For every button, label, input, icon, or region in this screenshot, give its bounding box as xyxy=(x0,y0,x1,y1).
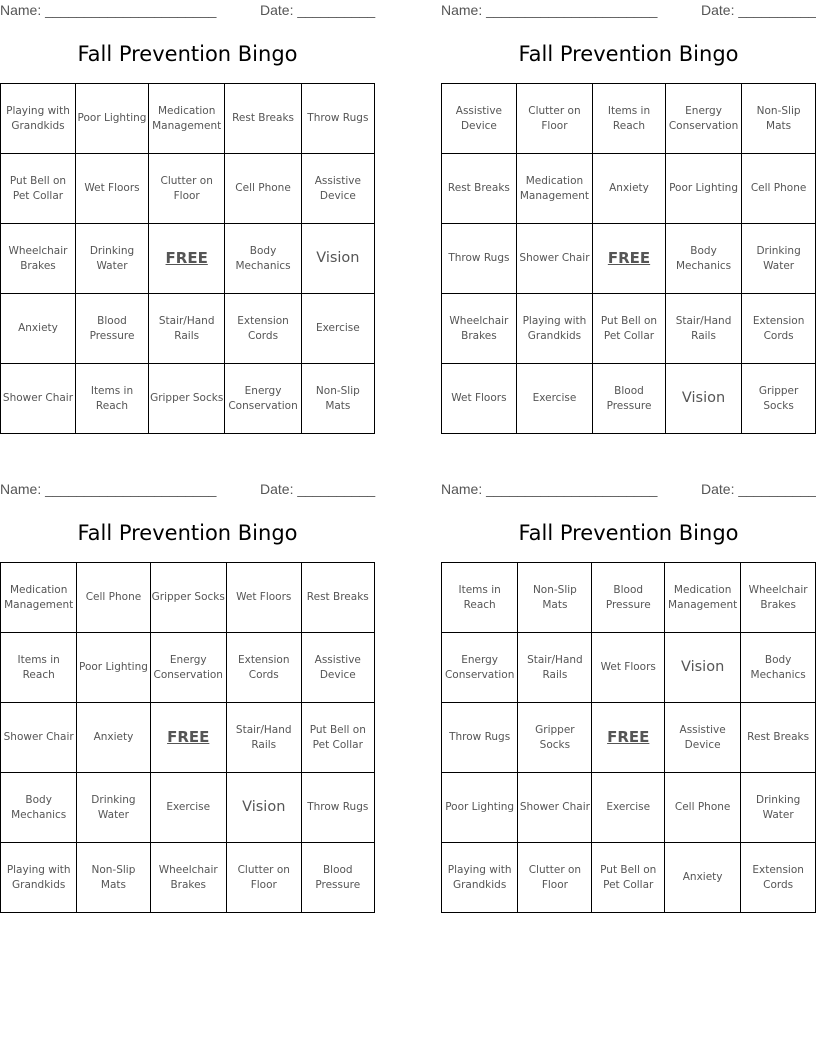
name-line: Name: ______________________ xyxy=(0,481,217,497)
bingo-cell: Rest Breaks xyxy=(301,563,374,633)
free-space: FREE xyxy=(150,703,226,773)
bingo-cell: Put Bell on Pet Collar xyxy=(301,703,374,773)
bingo-cell: Medication Management xyxy=(1,563,77,633)
bingo-cell: Put Bell on Pet Collar xyxy=(1,154,76,224)
free-space: FREE xyxy=(149,224,225,294)
bingo-cell: Items in Reach xyxy=(442,563,518,633)
bingo-cell: Extension Cords xyxy=(742,294,816,364)
bingo-cell: Non-Slip Mats xyxy=(77,843,150,913)
bingo-cell: Anxiety xyxy=(1,294,76,364)
grid-row xyxy=(442,364,816,434)
bingo-cell: Shower Chair xyxy=(1,364,76,434)
bingo-cell: Body Mechanics xyxy=(225,224,301,294)
bingo-cell: Rest Breaks xyxy=(442,154,517,224)
bingo-cell: Energy Conservation xyxy=(665,84,741,154)
bingo-cell: Exercise xyxy=(516,364,592,434)
grid-row xyxy=(1,364,375,434)
bingo-cell: Extension Cords xyxy=(226,633,301,703)
bingo-cell: Wet Floors xyxy=(226,563,301,633)
grid-row xyxy=(1,703,375,773)
bingo-cell: Energy Conservation xyxy=(150,633,226,703)
bingo-cell: Stair/Hand Rails xyxy=(226,703,301,773)
bingo-cell: Items in Reach xyxy=(593,84,666,154)
bingo-cell: Non-Slip Mats xyxy=(518,563,592,633)
free-space: FREE xyxy=(593,224,666,294)
bingo-cell: Cell Phone xyxy=(665,773,741,843)
card-header xyxy=(441,479,816,501)
bingo-cell: Shower Chair xyxy=(518,773,592,843)
bingo-cell: Stair/Hand Rails xyxy=(665,294,741,364)
date-line: Date: __________ xyxy=(701,481,816,497)
bingo-cell: Non-Slip Mats xyxy=(742,84,816,154)
name-line: Name: ______________________ xyxy=(0,2,217,18)
bingo-cell: Wheelchair Brakes xyxy=(741,563,816,633)
name-line: Name: ______________________ xyxy=(441,481,658,497)
bingo-cell: Body Mechanics xyxy=(665,224,741,294)
bingo-cell: Gripper Socks xyxy=(742,364,816,434)
bingo-cell: Medication Management xyxy=(149,84,225,154)
bingo-cell: Rest Breaks xyxy=(741,703,816,773)
bingo-cell: Items in Reach xyxy=(75,364,148,434)
bingo-cell: Anxiety xyxy=(665,843,741,913)
bingo-cell: Extension Cords xyxy=(741,843,816,913)
bingo-cell: Rest Breaks xyxy=(225,84,301,154)
bingo-cell: Wet Floors xyxy=(442,364,517,434)
bingo-cell: Blood Pressure xyxy=(301,843,374,913)
bingo-cell: Energy Conservation xyxy=(442,633,518,703)
grid-row xyxy=(1,154,375,224)
bingo-cell: Throw Rugs xyxy=(442,224,517,294)
bingo-cell: Anxiety xyxy=(77,703,150,773)
bingo-cell: Blood Pressure xyxy=(75,294,148,364)
bingo-cell: Extension Cords xyxy=(225,294,301,364)
grid-row xyxy=(1,84,375,154)
bingo-cell: Blood Pressure xyxy=(593,364,666,434)
bingo-cell: Medication Management xyxy=(665,563,741,633)
bingo-grid xyxy=(441,562,816,913)
bingo-cell: Playing with Grandkids xyxy=(1,843,77,913)
bingo-cell: Wheelchair Brakes xyxy=(442,294,517,364)
bingo-cell: Stair/Hand Rails xyxy=(518,633,592,703)
bingo-cell: Vision xyxy=(226,773,301,843)
card-header xyxy=(0,479,375,501)
bingo-cell: Poor Lighting xyxy=(77,633,150,703)
bingo-cell: Drinking Water xyxy=(741,773,816,843)
bingo-cell: Exercise xyxy=(301,294,374,364)
grid-row xyxy=(442,703,816,773)
grid-row xyxy=(442,773,816,843)
bingo-cell: Playing with Grandkids xyxy=(442,843,518,913)
bingo-cell: Blood Pressure xyxy=(592,563,665,633)
card-title: Fall Prevention Bingo xyxy=(518,521,739,545)
card-title: Fall Prevention Bingo xyxy=(77,42,298,66)
grid-row xyxy=(1,843,375,913)
bingo-cell: Assistive Device xyxy=(301,633,374,703)
bingo-cell: Throw Rugs xyxy=(301,84,374,154)
grid-row xyxy=(442,154,816,224)
bingo-grid xyxy=(0,83,375,434)
grid-row xyxy=(1,294,375,364)
bingo-cell: Clutter on Floor xyxy=(516,84,592,154)
date-line: Date: __________ xyxy=(260,481,376,497)
bingo-cell: Wheelchair Brakes xyxy=(1,224,76,294)
grid-row xyxy=(1,224,375,294)
bingo-cell: Gripper Socks xyxy=(518,703,592,773)
bingo-cell: Poor Lighting xyxy=(442,773,518,843)
grid-row xyxy=(1,773,375,843)
bingo-cell: Throw Rugs xyxy=(442,703,518,773)
bingo-cell: Wheelchair Brakes xyxy=(150,843,226,913)
bingo-grid xyxy=(0,562,375,913)
bingo-cell: Anxiety xyxy=(593,154,666,224)
bingo-cell: Poor Lighting xyxy=(75,84,148,154)
bingo-cell: Cell Phone xyxy=(77,563,150,633)
bingo-cell: Clutter on Floor xyxy=(149,154,225,224)
bingo-cell: Playing with Grandkids xyxy=(516,294,592,364)
bingo-cell: Medication Management xyxy=(516,154,592,224)
card-title: Fall Prevention Bingo xyxy=(518,42,739,66)
name-line: Name: ______________________ xyxy=(441,2,658,18)
bingo-cell: Vision xyxy=(301,224,374,294)
free-space: FREE xyxy=(592,703,665,773)
bingo-cell: Shower Chair xyxy=(516,224,592,294)
bingo-cell: Drinking Water xyxy=(75,224,148,294)
bingo-cell: Clutter on Floor xyxy=(226,843,301,913)
date-line: Date: __________ xyxy=(701,2,816,18)
bingo-cell: Energy Conservation xyxy=(225,364,301,434)
bingo-cell: Body Mechanics xyxy=(1,773,77,843)
bingo-cell: Clutter on Floor xyxy=(518,843,592,913)
grid-row xyxy=(442,843,816,913)
bingo-cell: Throw Rugs xyxy=(301,773,374,843)
bingo-cell: Gripper Socks xyxy=(149,364,225,434)
bingo-cell: Assistive Device xyxy=(442,84,517,154)
bingo-cell: Exercise xyxy=(150,773,226,843)
bingo-cell: Poor Lighting xyxy=(665,154,741,224)
grid-row xyxy=(442,84,816,154)
date-line: Date: __________ xyxy=(260,2,376,18)
grid-row xyxy=(442,294,816,364)
bingo-cell: Shower Chair xyxy=(1,703,77,773)
grid-row xyxy=(442,633,816,703)
bingo-cell: Wet Floors xyxy=(592,633,665,703)
bingo-cell: Put Bell on Pet Collar xyxy=(592,843,665,913)
card-header xyxy=(0,0,375,22)
grid-row xyxy=(1,563,375,633)
bingo-cell: Put Bell on Pet Collar xyxy=(593,294,666,364)
bingo-cell: Stair/Hand Rails xyxy=(149,294,225,364)
bingo-cell: Drinking Water xyxy=(77,773,150,843)
grid-row xyxy=(1,633,375,703)
bingo-cell: Wet Floors xyxy=(75,154,148,224)
bingo-cell: Cell Phone xyxy=(225,154,301,224)
grid-row xyxy=(442,224,816,294)
card-header xyxy=(441,0,816,22)
bingo-cell: Vision xyxy=(665,364,741,434)
bingo-cell: Items in Reach xyxy=(1,633,77,703)
bingo-cell: Assistive Device xyxy=(665,703,741,773)
bingo-cell: Drinking Water xyxy=(742,224,816,294)
bingo-cell: Non-Slip Mats xyxy=(301,364,374,434)
bingo-cell: Exercise xyxy=(592,773,665,843)
bingo-cell: Body Mechanics xyxy=(741,633,816,703)
grid-row xyxy=(442,563,816,633)
bingo-cell: Cell Phone xyxy=(742,154,816,224)
bingo-cell: Vision xyxy=(665,633,741,703)
card-title: Fall Prevention Bingo xyxy=(77,521,298,545)
bingo-cell: Gripper Socks xyxy=(150,563,226,633)
bingo-grid xyxy=(441,83,816,434)
bingo-cell: Assistive Device xyxy=(301,154,374,224)
bingo-cell: Playing with Grandkids xyxy=(1,84,76,154)
